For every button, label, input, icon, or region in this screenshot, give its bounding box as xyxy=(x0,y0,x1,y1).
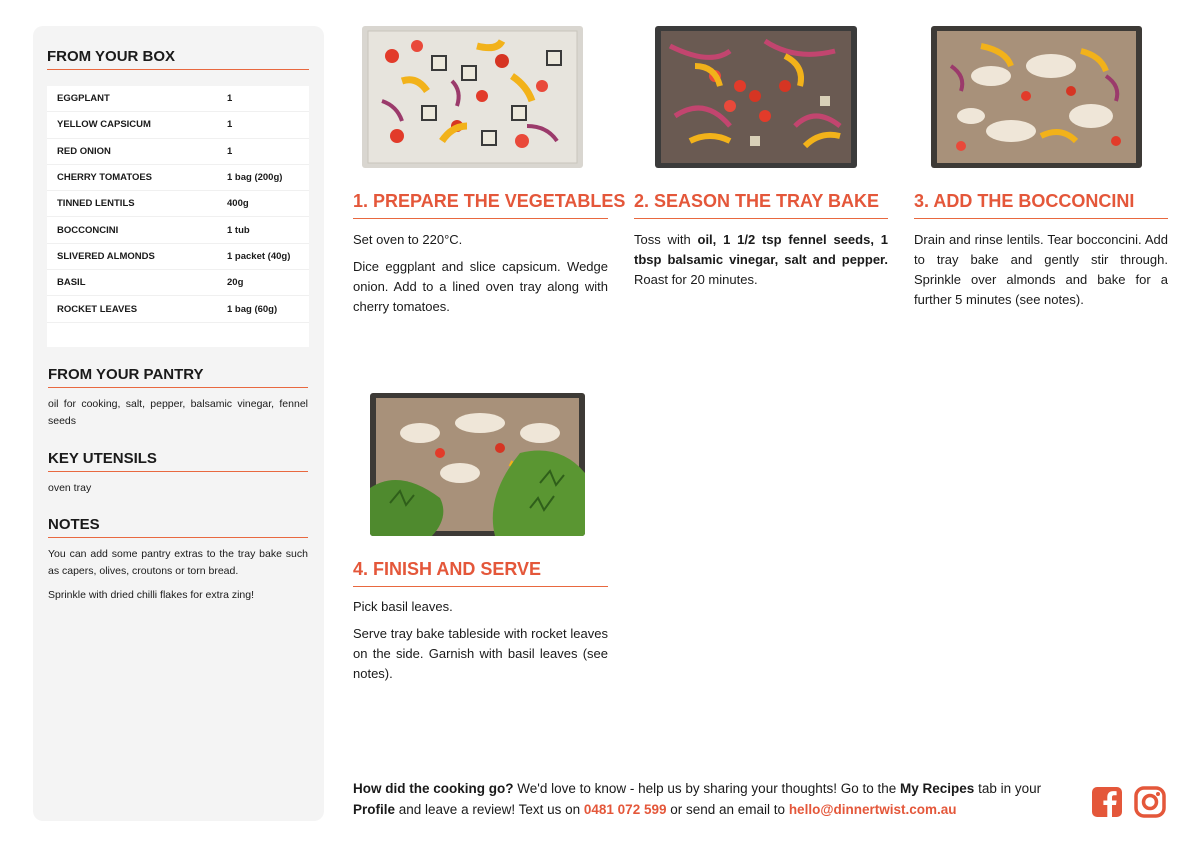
footer-text: We'd love to know - help us by sharing your thoughts! Go to the xyxy=(513,781,901,796)
table-row xyxy=(47,165,309,191)
facebook-icon[interactable] xyxy=(1091,786,1123,818)
step-3-body xyxy=(914,230,1168,317)
footer-text: tab in your xyxy=(974,781,1042,796)
step-1-photo xyxy=(362,26,583,168)
step-4-text: Serve tray bake tableside with rocket leaves on the side. Garnish with basil leaves (see notes). xyxy=(353,626,608,681)
profile-link[interactable]: Profile xyxy=(353,802,396,817)
ingredient-name: ROCKET LEAVES xyxy=(57,303,138,315)
step-2-photo xyxy=(655,26,857,168)
ingredient-name: TINNED LENTILS xyxy=(57,198,135,210)
my-recipes-link[interactable]: My Recipes xyxy=(900,781,975,796)
step-2-body xyxy=(634,230,888,297)
step-3-title: 3. ADD THE BOCCONCINI xyxy=(914,191,1168,219)
ingredient-qty: 400g xyxy=(227,198,249,210)
step-1-text: Set oven to 220°C. xyxy=(353,232,463,247)
email-link[interactable]: hello@dinnertwist.com.au xyxy=(788,802,957,817)
table-row xyxy=(47,244,309,270)
feedback-question: How did the cooking go? xyxy=(353,781,514,796)
footer-text: and leave a review! Text us on xyxy=(395,802,584,817)
note-2: Sprinkle with dried chilli flakes for extra zing! xyxy=(48,589,255,601)
pantry-text: oil for cooking, salt, pepper, balsamic vinegar, fennel seeds xyxy=(48,398,308,427)
from-your-pantry-heading: FROM YOUR PANTRY xyxy=(48,366,308,388)
step-4-title: 4. FINISH AND SERVE xyxy=(353,559,608,587)
ingredient-name: RED ONION xyxy=(57,145,111,157)
ingredient-qty: 20g xyxy=(227,277,244,289)
step-3-text: Drain and rinse lentils. Tear bocconcini. Add to tray bake and gently stir through. Sprinkle over almonds and bake for a further 5 minutes (see notes). xyxy=(914,232,1168,307)
ingredient-qty: 1 tub xyxy=(227,224,250,236)
ingredients-sidebar xyxy=(33,26,324,821)
step-2-title: 2. SEASON THE TRAY BAKE xyxy=(634,191,888,219)
table-row xyxy=(47,112,309,138)
ingredient-qty: 1 xyxy=(227,93,233,105)
ingredient-qty: 1 xyxy=(227,145,233,157)
utensils-text: oven tray xyxy=(48,482,92,494)
table-row xyxy=(47,86,309,112)
note-1: You can add some pantry extras to the tray bake such as capers, olives, croutons or torn bread. xyxy=(48,548,308,577)
instagram-icon[interactable] xyxy=(1134,786,1166,818)
step-1-title: 1. PREPARE THE VEGETABLES xyxy=(353,191,608,219)
notes-heading: NOTES xyxy=(48,516,308,538)
step-1-body xyxy=(353,230,608,324)
step-4-text: Pick basil leaves. xyxy=(353,599,453,614)
table-row xyxy=(47,217,309,243)
ingredients-table xyxy=(47,86,309,347)
ingredient-qty: 1 bag (200g) xyxy=(227,172,283,184)
table-row xyxy=(47,296,309,322)
step-2-text xyxy=(634,230,888,290)
step-4-body xyxy=(353,597,608,691)
phone-link[interactable]: 0481 072 599 xyxy=(583,802,667,817)
table-row xyxy=(47,191,309,217)
feedback-footer xyxy=(353,778,1073,820)
footer-text: or send an email to xyxy=(666,802,789,817)
ingredient-qty: 1 bag (60g) xyxy=(227,303,278,315)
ingredient-qty: 1 packet (40g) xyxy=(227,250,291,262)
step-2-text-b: Roast for 20 minutes. xyxy=(634,272,758,287)
ingredient-name: SLIVERED ALMONDS xyxy=(57,250,155,262)
step-1-text: Dice eggplant and slice capsicum. Wedge onion. Add to a lined oven tray along with cherry tomatoes. xyxy=(353,259,608,314)
table-row xyxy=(47,270,309,296)
ingredient-name: YELLOW CAPSICUM xyxy=(57,119,151,131)
step-2-text-bold: oil, 1 1/2 tsp fennel seeds, 1 tbsp balsamic vinegar, salt and pepper. xyxy=(634,232,888,267)
ingredient-name: BASIL xyxy=(57,277,86,289)
table-row xyxy=(47,139,309,165)
ingredient-name: EGGPLANT xyxy=(57,93,110,105)
step-2-text-a: Toss with xyxy=(634,232,698,247)
key-utensils-heading: KEY UTENSILS xyxy=(48,450,308,472)
step-4-photo xyxy=(370,393,585,536)
ingredient-name: BOCCONCINI xyxy=(57,224,119,236)
ingredient-name: CHERRY TOMATOES xyxy=(57,172,153,184)
ingredient-qty: 1 xyxy=(227,119,233,131)
from-your-box-heading: FROM YOUR BOX xyxy=(47,48,309,70)
step-3-photo xyxy=(931,26,1142,168)
